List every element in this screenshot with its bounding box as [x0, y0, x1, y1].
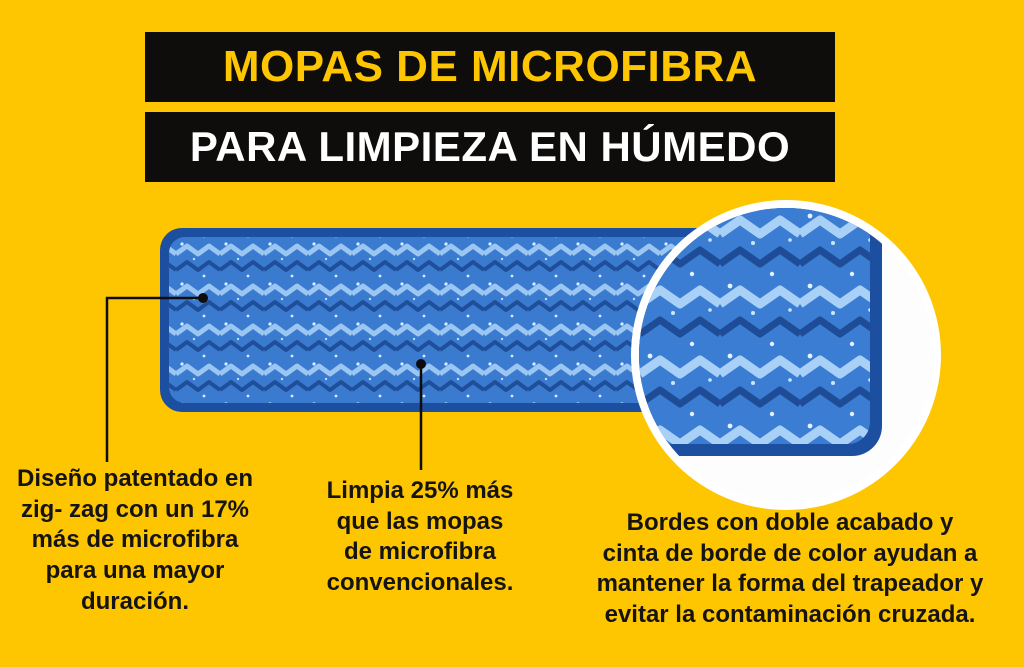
callout-zigzag-design [0, 464, 270, 618]
title-line-2: PARA LIMPIEZA EN HÚMEDO [189, 123, 791, 170]
callout-1-line: para una mayor [45, 557, 225, 585]
callout-3-line: Bordes con doble acabado y [626, 509, 954, 536]
callout-3-line: cinta de borde de color ayudan a [602, 539, 978, 567]
leader-dot-1 [198, 293, 208, 303]
callout-2-line: que las mopas [336, 507, 504, 535]
leader-dot-2 [416, 359, 426, 369]
callout-1-line: zig- zag con un 17% [20, 495, 250, 523]
callout-1-line: Diseño patentado en [16, 465, 254, 492]
callout-2-line: Limpia 25% más [326, 477, 514, 504]
callout-1-line: más de microfibra [31, 526, 239, 554]
callout-3-line: mantener la forma del trapeador y [596, 570, 984, 598]
callout-2-line: de microfibra [343, 538, 497, 566]
callout-cleaning-performance [300, 476, 540, 599]
callout-2-line: convencionales. [326, 569, 514, 597]
callout-1-line: duración. [80, 587, 189, 615]
callout-edges [560, 508, 1020, 631]
title-line-1: MOPAS DE MICROFIBRA [222, 42, 758, 91]
callout-3-line: evitar la contaminación cruzada. [604, 601, 976, 629]
